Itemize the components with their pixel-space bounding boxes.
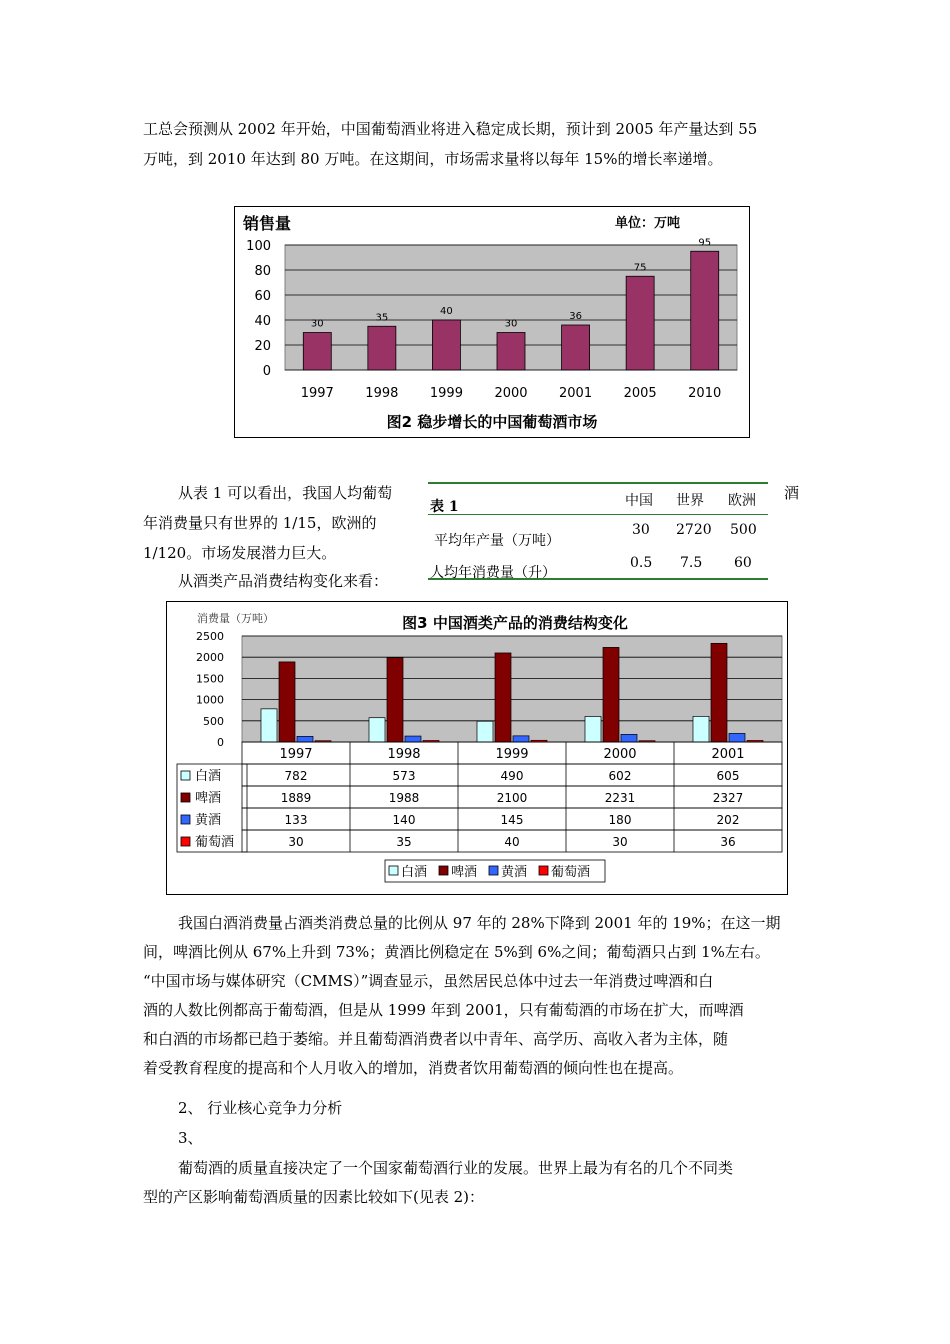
chart3-table-value: 36 <box>720 835 736 849</box>
final-line-1: 葡萄酒的质量直接决定了一个国家葡萄酒行业的发展。世界上最为有名的几个不同类 <box>178 1159 734 1177</box>
side-line-4: 从酒类产品消费结构变化来看： <box>178 572 389 590</box>
intro-line-2: 万吨，到 2010 年达到 80 万吨。在这期间，市场需求量将以每年 15%的增长率递增。 <box>143 150 723 168</box>
chart3-bar <box>405 736 421 742</box>
chart2-x-tick: 2000 <box>494 386 528 401</box>
table-1-header: 欧洲 <box>728 493 756 509</box>
body-line-4: 酒的人数比例都高于葡萄酒，但是从 1999 年到 2001，只有葡萄酒的市场在扩大，而啤酒 <box>143 1001 744 1019</box>
chart2-ylabel: 销售量 <box>243 214 292 233</box>
table-1-top-rule <box>428 482 768 484</box>
chart3-bar <box>297 736 313 742</box>
table-1-title: 表 1 <box>430 499 459 515</box>
chart3-table-legend-swatch <box>181 793 190 802</box>
chart3-table-value: 30 <box>288 835 304 849</box>
chart2-bar <box>626 276 654 370</box>
final-line-2: 型的产区影响葡萄酒质量的因素比较如下(见表 2)： <box>143 1188 485 1206</box>
chart3-table-value: 573 <box>392 769 416 783</box>
chart3-table-value: 202 <box>716 813 740 827</box>
chart3-ylabel: 消费量（万吨） <box>197 612 274 625</box>
chart3-bar <box>603 647 619 742</box>
chart2-y-tick: 60 <box>254 289 271 304</box>
chart2-data-label: 36 <box>569 311 582 322</box>
section-2-heading: 2、 行业核心竞争力分析 <box>178 1099 343 1117</box>
body-line-5: 和白酒的市场都已趋于萎缩。并且葡萄酒消费者以中青年、高学历、高收入者为主体，随 <box>143 1030 729 1048</box>
table-1-cell: 60 <box>734 555 752 571</box>
chart3-table-value: 602 <box>608 769 632 783</box>
chart3-table-value: 1988 <box>388 791 420 805</box>
chart2-bar <box>691 251 719 370</box>
chart3-table-value: 605 <box>716 769 740 783</box>
chart3-table-value: 2100 <box>496 791 528 805</box>
chart3-x-tick: 1998 <box>387 747 421 762</box>
body-line-3: “中国市场与媒体研究（CMMS）”调查显示，虽然居民总体中过去一年消费过啤酒和白 <box>143 972 714 990</box>
intro-line-1: 工总会预测从 2002 年开始，中国葡萄酒业将进入稳定成长期，预计到 2005 年产量达到 55 <box>143 120 758 138</box>
chart2-bar <box>497 333 525 371</box>
chart2-y-tick: 80 <box>254 264 271 279</box>
table-1-cell: 30 <box>632 522 650 538</box>
chart2-data-label: 30 <box>504 318 518 330</box>
chart2-data-label: 95 <box>698 237 712 249</box>
chart3-bar <box>729 733 745 742</box>
chart3-table-legend-swatch <box>181 837 190 846</box>
chart3-bar <box>513 736 529 742</box>
chart2-data-label: 35 <box>375 312 389 324</box>
chart3-title: 图3 中国酒类产品的消费结构变化 <box>402 614 628 632</box>
chart2-bar <box>368 326 396 370</box>
chart3-y-tick: 0 <box>217 736 224 749</box>
chart3-x-tick: 2000 <box>603 747 637 762</box>
chart2-y-tick: 0 <box>262 364 271 379</box>
chart3-table-value: 180 <box>608 813 632 827</box>
chart3-legend-label: 葡萄酒 <box>551 865 591 880</box>
chart2-bar <box>562 325 590 370</box>
chart3-table-value: 490 <box>500 769 524 783</box>
body-line-2: 间，啤酒比例从 67%上升到 73%；黄酒比例稳定在 5%到 6%之间；葡萄酒只占到 1%左右。 <box>143 943 770 961</box>
table-1-cell: 7.5 <box>680 555 703 571</box>
chart2-x-tick: 1998 <box>365 386 399 401</box>
chart3-x-tick: 2001 <box>711 747 745 762</box>
table-1-row-label: 人均年消费量（升） <box>430 565 556 581</box>
chart3-y-tick: 500 <box>203 714 224 728</box>
section-3-heading: 3、 <box>178 1129 203 1147</box>
chart3-table-value: 2327 <box>712 791 744 805</box>
chart3-legend-swatch <box>539 866 548 875</box>
chart3-table-value: 35 <box>396 835 412 849</box>
chart2-y-tick: 20 <box>254 339 271 354</box>
chart3-y-tick: 1000 <box>196 693 224 707</box>
chart3-x-tick: 1997 <box>279 747 313 762</box>
figure-2-chart <box>234 206 750 438</box>
chart3-table-value: 140 <box>392 813 416 827</box>
figure-3-chart <box>166 601 788 895</box>
chart2-bar <box>432 320 460 370</box>
chart3-bar <box>621 734 637 742</box>
chart3-bar <box>495 653 511 742</box>
table-1-cell: 0.5 <box>630 555 653 571</box>
side-line-2: 年消费量只有世界的 1/15，欧洲的 <box>143 514 377 532</box>
chart3-bar <box>261 709 277 742</box>
body-line-1: 我国白酒消费量占酒类消费总量的比例从 97 年的 28%下降到 2001 年的 19%；在这一期 <box>178 914 781 932</box>
chart3-table-series-name: 黄酒 <box>195 813 222 828</box>
figure-3-svg <box>167 602 787 894</box>
chart3-legend-swatch <box>439 866 448 875</box>
chart3-bar <box>711 643 727 742</box>
chart2-x-tick: 2001 <box>559 386 593 401</box>
chart3-table-series-name: 白酒 <box>195 769 222 784</box>
chart3-bar <box>369 718 385 742</box>
side-char: 酒 <box>784 484 800 502</box>
chart3-y-tick: 1500 <box>196 672 224 686</box>
chart3-bar <box>279 662 295 742</box>
body-line-6: 着受教育程度的提高和个人月收入的增加，消费者饮用葡萄酒的倾向性也在提高。 <box>143 1059 684 1077</box>
chart3-legend-swatch <box>489 866 498 875</box>
chart2-y-tick: 100 <box>246 239 271 254</box>
chart3-table-series-name: 啤酒 <box>195 791 222 806</box>
chart3-table-legend-swatch <box>181 815 190 824</box>
chart2-x-tick: 1999 <box>429 386 463 401</box>
chart2-data-label: 30 <box>310 318 324 330</box>
chart3-bar <box>585 716 601 742</box>
chart3-legend-label: 黄酒 <box>501 865 528 880</box>
chart3-legend-label: 啤酒 <box>451 865 478 880</box>
chart3-table-value: 30 <box>612 835 628 849</box>
chart2-data-label: 75 <box>633 262 647 274</box>
chart3-bar <box>477 721 493 742</box>
chart3-table-legend-swatch <box>181 771 190 780</box>
chart3-table-series-name: 葡萄酒 <box>195 835 235 850</box>
chart2-title: 图2 稳步增长的中国葡萄酒市场 <box>386 413 598 431</box>
chart3-table-value: 133 <box>284 813 308 827</box>
chart2-bar <box>303 333 331 371</box>
chart3-legend-swatch <box>389 866 398 875</box>
chart3-table-value: 145 <box>500 813 524 827</box>
chart3-table-value: 2231 <box>604 791 636 805</box>
chart3-bar <box>387 658 403 742</box>
chart3-y-tick: 2500 <box>196 630 224 643</box>
chart3-table-value: 782 <box>284 769 308 783</box>
table-1-cell: 500 <box>730 522 757 538</box>
chart2-x-tick: 2010 <box>688 386 722 401</box>
table-1-header: 中国 <box>625 493 653 509</box>
chart2-y-tick: 40 <box>254 314 271 329</box>
chart3-legend-label: 白酒 <box>401 865 428 880</box>
table-1-header: 世界 <box>676 493 704 509</box>
chart2-x-tick: 2005 <box>623 386 657 401</box>
table-1-mid-rule <box>428 514 768 515</box>
side-line-1: 从表 1 可以看出，我国人均葡萄 <box>178 484 393 502</box>
table-1-row-label: 平均年产量（万吨） <box>434 533 560 549</box>
chart3-table-value: 40 <box>504 835 520 849</box>
side-line-3: 1/120。市场发展潜力巨大。 <box>143 544 337 562</box>
chart2-x-tick: 1997 <box>300 386 334 401</box>
chart2-data-label: 40 <box>440 306 453 317</box>
table-1-cell: 2720 <box>676 522 712 538</box>
chart2-unit: 单位：万吨 <box>615 216 681 231</box>
chart3-table-value: 1889 <box>280 791 312 805</box>
chart3-x-tick: 1999 <box>495 747 529 762</box>
chart3-y-tick: 2000 <box>196 651 224 665</box>
chart3-bar <box>693 716 709 742</box>
figure-2-svg <box>235 207 749 437</box>
